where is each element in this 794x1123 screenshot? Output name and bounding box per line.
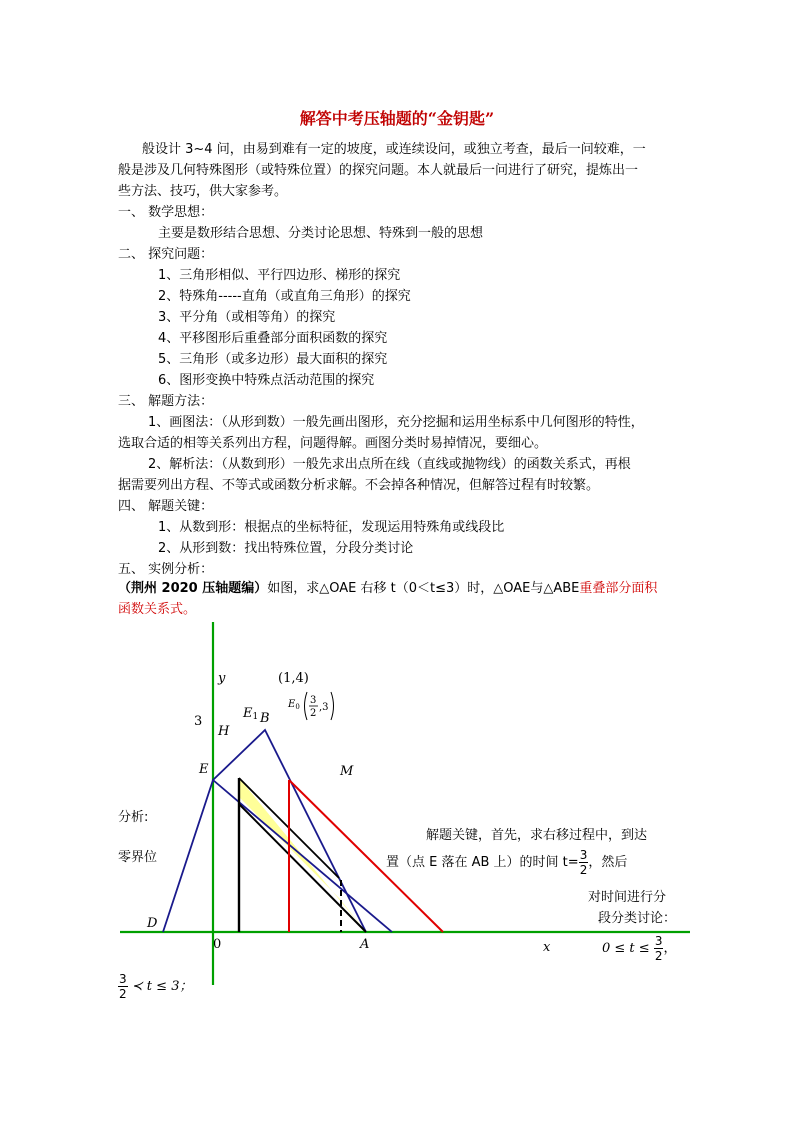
section-5-heading: 五、 实例分析： bbox=[118, 562, 214, 577]
section-2-item: 1、三角形相似、平行四边形、梯形的探究 bbox=[158, 268, 401, 283]
section-2-item: 3、平分角（或相等角）的探究 bbox=[158, 310, 336, 325]
key-line-1: 解题关键，首先，求右移过程中，到达 bbox=[426, 828, 648, 843]
analysis-label: 分析: bbox=[118, 810, 149, 825]
paren-right bbox=[331, 692, 334, 720]
method-1-line-1: 1、画图法：（从形到数）一般先画出图形，充分挖掘和运用坐标系中几何图形的特性， bbox=[148, 415, 644, 430]
intro-line-2: 般是涉及几何特殊图形（或特殊位置）的探究问题。本人就最后一问进行了研究，提炼出一 bbox=[118, 163, 639, 178]
section-2-item: 6、图形变换中特殊点活动范围的探究 bbox=[158, 373, 375, 388]
key-line-2-end: ，然后 bbox=[588, 855, 628, 870]
example-question: 如图，求△OAE 右移 t（0＜t≤3）时，△OAE与△ABE bbox=[267, 581, 580, 596]
range-2-fraction bbox=[118, 972, 128, 1001]
range-1-end: ， bbox=[663, 941, 677, 956]
point-E0-label: $E_0$ bbox=[288, 699, 300, 711]
E0-frac-den: 2 bbox=[310, 708, 317, 719]
critical-position-label: 零界位 bbox=[118, 850, 158, 865]
section-2-heading: 二、 探究问题： bbox=[118, 247, 214, 262]
range-1-numerator: 3 bbox=[654, 934, 663, 948]
range-1-text: 0 ≤ t ≤ bbox=[602, 941, 650, 956]
point-E1-label: E1 bbox=[243, 706, 259, 722]
tick-label-3: 3 bbox=[194, 714, 203, 729]
range-2-denominator: 2 bbox=[119, 987, 127, 1001]
method-2-line-1: 2、解析法：（从数到形）一般先求出点所在线（直线或抛物线）的函数关系式，再根 bbox=[148, 457, 631, 472]
key-fraction-denominator: 2 bbox=[579, 863, 588, 877]
section-4-item: 2、从形到数：找出特殊位置，分段分类讨论 bbox=[158, 541, 414, 556]
key-line-3: 对时间进行分 bbox=[588, 890, 667, 905]
document-title: 解答中考压轴题的“金钥匙” bbox=[299, 109, 495, 128]
point-A-label: A bbox=[360, 937, 370, 952]
key-line-2 bbox=[386, 848, 627, 877]
example-highlight: 重叠部分面积 bbox=[579, 581, 658, 596]
range-1-denominator: 2 bbox=[654, 949, 663, 963]
origin-label: 0 bbox=[213, 937, 222, 952]
key-fraction-numerator: 3 bbox=[579, 848, 588, 862]
range-2-text: ≺ t ≤ 3； bbox=[131, 979, 193, 994]
point-B-coordinates: (1,4) bbox=[278, 671, 309, 686]
point-H-label: H bbox=[218, 724, 230, 739]
range-2 bbox=[118, 972, 192, 1001]
point-M-label: M bbox=[340, 764, 354, 779]
range-2-numerator: 3 bbox=[119, 972, 127, 986]
intro-line-1: 般设计 3~4 问，由易到难有一定的坡度，或连续设问，或独立考查，最后一问较难，一 bbox=[142, 142, 646, 157]
section-2-item: 2、特殊角-----直角（或直角三角形）的探究 bbox=[158, 289, 411, 304]
intro-line-3: 些方法、技巧，供大家参考。 bbox=[118, 184, 288, 199]
section-3-heading: 三、 解题方法： bbox=[118, 394, 214, 409]
section-4-item: 1、从数到形：根据点的坐标特征，发现运用特殊角或线段比 bbox=[158, 520, 505, 535]
key-line-4: 段分类讨论： bbox=[598, 911, 677, 926]
section-1-heading: 一、 数学思想： bbox=[118, 205, 214, 220]
key-fraction bbox=[579, 848, 589, 877]
section-1-body: 主要是数形结合思想、分类讨论思想、特殊到一般的思想 bbox=[158, 226, 484, 241]
key-line-2-text: 置（点 E 落在 AB 上）的时间 t= bbox=[386, 855, 579, 870]
E0-coord-rest: ,3 bbox=[319, 702, 329, 713]
E0-frac-num: 3 bbox=[310, 695, 317, 706]
x-axis-label: x bbox=[543, 940, 551, 955]
shifted-hypotenuse bbox=[239, 804, 366, 932]
y-axis-label: y bbox=[218, 671, 226, 686]
section-2-item: 4、平移图形后重叠部分面积函数的探究 bbox=[158, 331, 388, 346]
point-E-label: E bbox=[199, 762, 209, 777]
example-source-label: （荆州 2020 压轴题编） bbox=[118, 581, 268, 596]
paren-left bbox=[305, 692, 308, 720]
method-2-line-2: 据需要列出方程、不等式或函数分析求解。不会掉各种情况，但解答过程有时较繁。 bbox=[118, 478, 600, 493]
example-line-1 bbox=[118, 579, 657, 599]
point-B-label: B bbox=[260, 711, 270, 726]
section-4-heading: 四、 解题关键： bbox=[118, 499, 214, 514]
point-D-label: D bbox=[147, 916, 158, 931]
example-line-2: 函数关系式。 bbox=[118, 602, 197, 617]
method-1-line-2: 选取合适的相等关系列出方程，问题得解。画图分类时易掉情况，要细心。 bbox=[118, 436, 548, 451]
range-1 bbox=[602, 934, 676, 963]
section-2-item: 5、三角形（或多边形）最大面积的探究 bbox=[158, 352, 388, 367]
